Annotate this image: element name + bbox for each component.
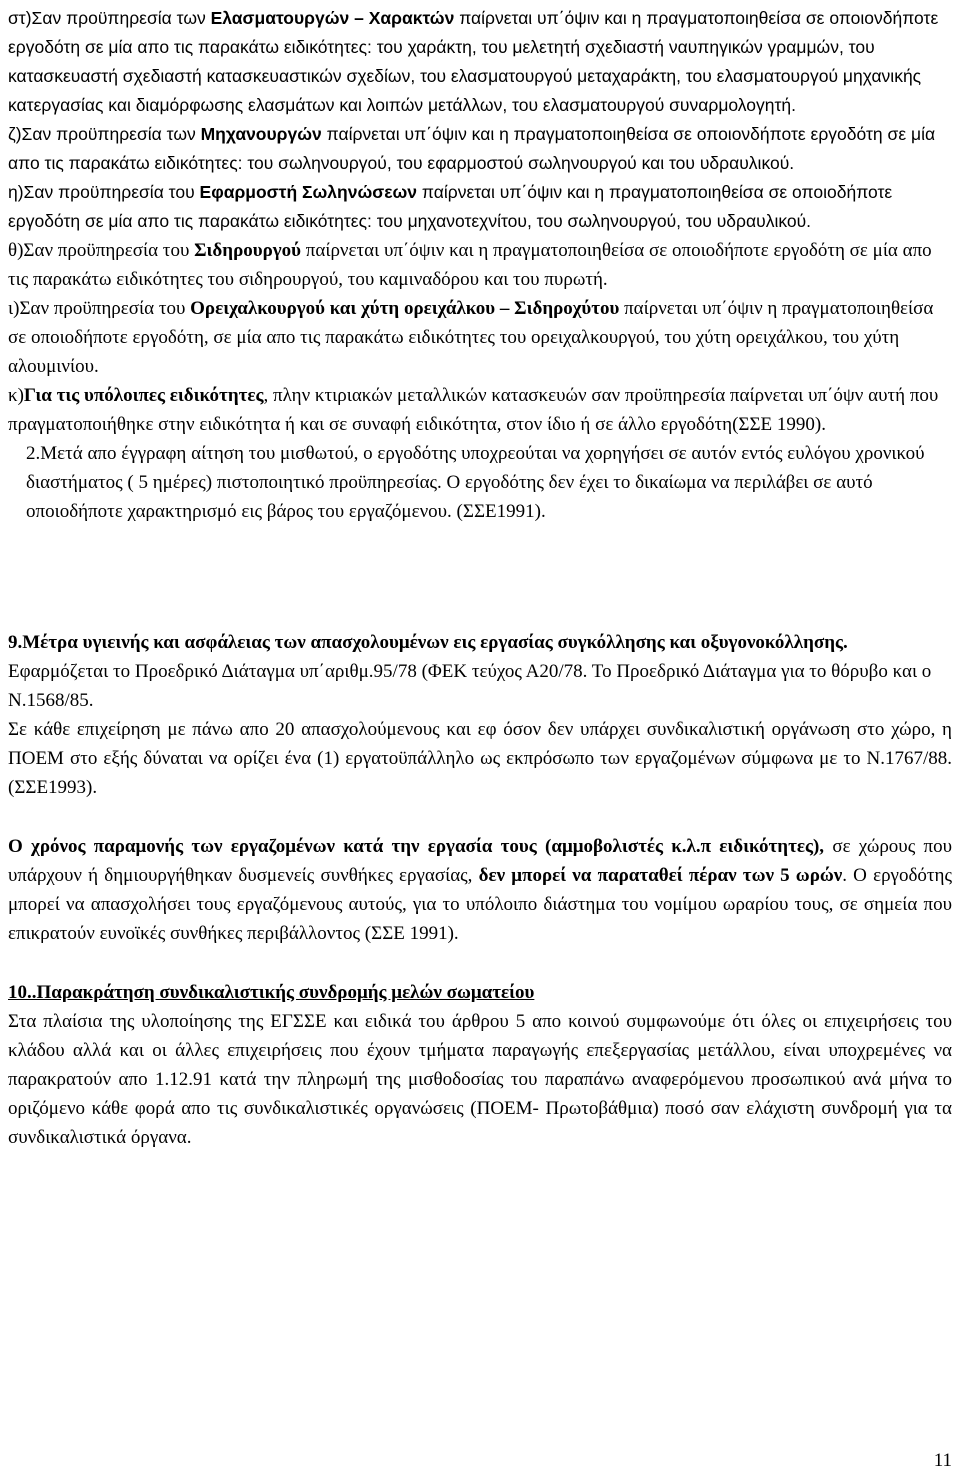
paragraph-z-prefix: ζ)Σαν προϋπηρεσία των xyxy=(8,124,201,144)
paragraph-i-bold: Ορειχαλκουργού και χύτη ορειχάλκου – Σιδηροχύτου xyxy=(190,298,620,319)
paragraph-k-prefix: κ) xyxy=(8,385,24,406)
paragraph-th xyxy=(8,236,952,294)
paragraph-i-text: παίρνεται υπ΄όψιν η πραγματοποιηθείσα σε οποιοδήποτε εργοδότη, σε μία απο τις παρακάτω ειδικότητες του ορειχαλκουργού, του χύτη ορειχάλκου, του χύτη αλουμινίου. xyxy=(8,298,934,377)
section-9-p3-bold-2: δεν μπορεί να παραταθεί πέραν των 5 ωρών xyxy=(478,865,843,886)
paragraph-z-text: παίρνεται υπ΄όψιν και η πραγματοποιηθείσα σε οποιονδήποτε εργοδότη σε μία απο τις παρακάτω ειδικότητες: του σωληνουργού, του εφαρμοστού σωληνουργού και του υδραυλικού. xyxy=(8,124,936,173)
paragraph-z-bold: Μηχανουργών xyxy=(200,124,322,144)
item-2: 2.Μετά απο έγγραφη αίτηση του μισθωτού, ο εργοδότης υποχρεούται να χορηγήσει σε αυτόν εντός ευλόγου χρονικού διαστήματος ( 5 ημέρες) πιστοποιητικό προϋπηρεσίας. Ο εργοδότης δεν έχει το δικαίωμα να περιλάβει σε αυτό οποιοδήποτε χαρακτηρισμό εις βάρος του εργαζόμενου. (ΣΣΕ1991). xyxy=(26,443,925,522)
section-9-p3-bold-1: Ο χρόνος παραμονής των εργαζομένων κατά την εργασία τους (αμμοβολιστές κ.λ.π ειδικότητες), xyxy=(8,836,825,857)
paragraph-h xyxy=(8,178,952,236)
spacer xyxy=(8,948,952,978)
paragraph-st-prefix: στ)Σαν προϋπηρεσία των xyxy=(8,8,211,28)
paragraph-th-prefix: θ)Σαν προϋπηρεσία του xyxy=(8,240,195,261)
paragraph-th-bold: Σιδηρουργού xyxy=(194,240,302,261)
paragraph-h-prefix: η)Σαν προϋπηρεσία του xyxy=(8,182,200,202)
paragraph-k-bold: Για τις υπόλοιπες ειδικότητες xyxy=(23,385,264,406)
paragraph-z xyxy=(8,120,952,178)
spacer xyxy=(8,526,952,628)
paragraph-th-text: παίρνεται υπ΄όψιν και η πραγματοποιηθείσα σε οποιοδήποτε εργοδότη σε μία απο τις παρακάτω ειδικότητες του σιδηρουργού, του καμιναδόρου και του πυρωτή. xyxy=(8,240,932,290)
paragraph-st xyxy=(8,4,952,120)
paragraph-i-prefix: ι)Σαν προϋπηρεσία του xyxy=(8,298,191,319)
spacer xyxy=(8,802,952,832)
section-9-paragraph-1: Εφαρμόζεται το Προεδρικό Διάταγμα υπ΄αριθμ.95/78 (ΦΕΚ τεύχος Α20/78. Το Προεδρικό Διάταγμα για το θόρυβο και ο Ν.1568/85. xyxy=(8,661,932,711)
section-9-p3-mid: σε χώρους που υπάρχουν ή δημιουργήθηκαν δυσμενείς συνθήκες εργασίας, xyxy=(8,836,952,886)
section-10-heading-text: 10..Παρακράτηση συνδικαλιστικής συνδρομής μελών σωματείου xyxy=(8,982,535,1003)
paragraph-st-bold: Ελασματουργών – Χαρακτών xyxy=(210,8,455,28)
section-10-paragraph-1: Στα πλαίσια της υλοποίησης της ΕΓΣΣΕ και ειδικά του άρθρου 5 απο κοινού συμφωνούμε ότι όλες οι επιχειρήσεις του κλάδου αλλά και οι άλλες επιχειρήσεις που έχουν τμήματα παραγωγής επεξεργασίας μετάλλου, είναι υποχρεμένες να παρακρατούν απο 1.12.91 κατά την πληρωμή της μισθοδοσίας του παραπάνω αναφερόμενου προσωπικού ανά μήνα το οριζόμενο κάθε φορά απο τις συνδικαλιστικές οργανώσεις (ΠΟΕΜ- Πρωτοβάθμια) ποσό σαν ελάχιστη συνδρομή για τα συνδικαλιστικά όργανα. xyxy=(8,1011,952,1148)
paragraph-k-text: , πλην κτιριακών μεταλλικών κατασκευών σαν προϋπηρεσία παίρνεται υπ΄όψν αυτή που πραγματοποιήθηκε στην ειδικότητα ή και σε συναφή ειδικότητα, στον ίδιο ή σε άλλο εργοδότη(ΣΣΕ 1990). xyxy=(8,385,939,435)
paragraph-k xyxy=(8,381,952,439)
section-9-heading xyxy=(8,628,952,657)
section-9-paragraph-2: Σε κάθε επιχείρηση με πάνω απο 20 απασχολούμενους και εφ όσον δεν υπάρχει συνδικαλιστική οργάνωση στο χώρο, η ΠΟΕΜ στο εξής δύναται να ορίζει ένα (1) εργατοϋπάλληλο ως εκπρόσωπο των εργαζομένων σύμφωνα με το Ν.1767/88. (ΣΣΕ1993). xyxy=(8,719,952,798)
section-10-heading xyxy=(8,978,952,1007)
paragraph-st-text: παίρνεται υπ΄όψιν και η πραγματοποιηθείσα σε οποιονδήποτε εργοδότη σε μία απο τις παρακάτω ειδικότητες: του χαράκτη, του μελετητή σχεδιαστή ναυπηγικών γραμμών, του κατασκευαστή σχεδιαστή κατασκευαστικών σχεδίων, του ελασματουργού μεταχαράκτη, του ελασματουργού μηχανικής κατεργασίας και διαμόρφωσης ελασμάτων και λοιπών μετάλλων, του ελασματουργού συναρμολογητή. xyxy=(8,8,939,115)
page-number: 11 xyxy=(933,1450,952,1471)
document-page xyxy=(8,0,952,1152)
paragraph-h-text: παίρνεται υπ΄όψιν και η πραγματοποιηθείσα σε οποιοδήποτε εργοδότη σε μία απο τις παρακάτω ειδικότητες: του μηχανοτεχνίτου, του σωληνουργού, του υδραυλικού. xyxy=(8,182,893,231)
paragraph-h-bold: Εφαρμοστή Σωληνώσεων xyxy=(199,182,418,202)
section-9-p3-rest: . Ο εργοδότης μπορεί να απασχολήσει τους εργαζόμενους αυτούς, για το υπόλοιπο διάστημα του νομίμου ωραρίου τους, σε σημεία που επικρατούν ευνοϊκές συνθήκες περιβάλλοντος (ΣΣΕ 1991). xyxy=(8,865,952,944)
section-9-heading-text: 9.Μέτρα υγιεινής και ασφάλειας των απασχολουμένων εις εργασίας συγκόλλησης και οξυγονοκόλλησης. xyxy=(8,632,848,653)
section-9-paragraph-3 xyxy=(8,832,952,948)
paragraph-i xyxy=(8,294,952,381)
